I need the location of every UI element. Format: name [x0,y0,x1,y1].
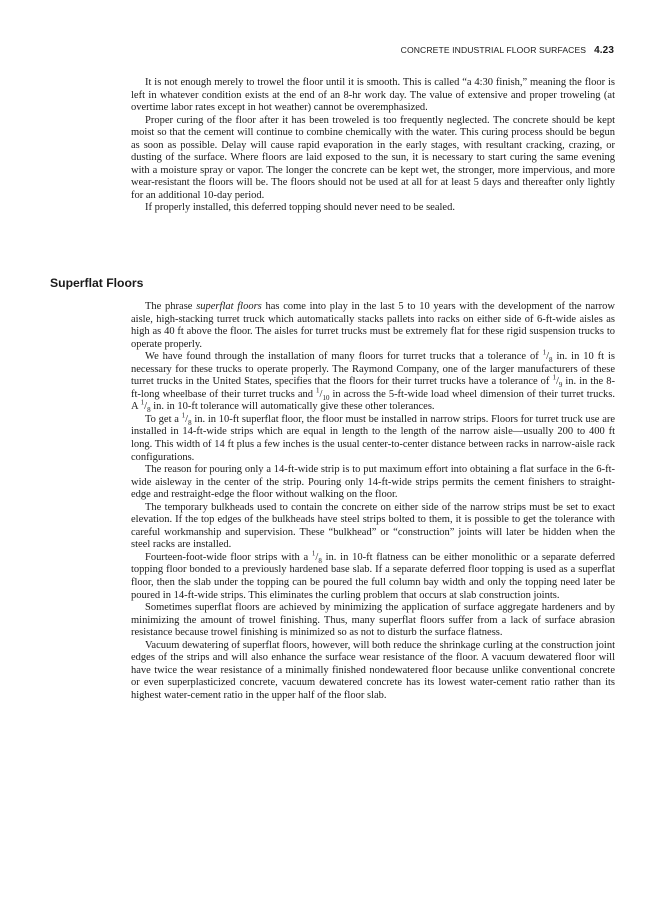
text-run: in. in the 8-ft-long wheelbase of their turret trucks and [131,376,615,400]
section-heading: Superflat Floors [50,276,144,290]
text-run: in. in 10 ft is necessary for these trucks to operate properly. The Raymond Company, one of the larger manufacturers of these turret trucks in the United States, specifies that the floors for their turret trucks have a tolerance of [131,351,615,388]
fraction: $^1/_{10}$ [316,386,330,402]
paragraph [131,301,615,351]
fraction: $^1/_8$ [140,398,151,415]
paragraph: If properly installed, this deferred topping should never need to be sealed. [145,202,455,214]
paragraph: Sometimes superflat floors are achieved by minimizing the application of surface aggregate hardeners and by minimizing the amount of trowel finishing. Thus, many superflat floors suffer from a lack of surface abrasion resistance because trowel finishing is minimized so as not to disturb the surface flatness. [131,602,615,639]
paragraph: The temporary bulkheads used to contain the concrete on either side of the narrow strips must be set to exact elevation. If the top edges of the bulkheads have steel strips bolted to them, it is possible to get the tolerance with careful workmanship and supervision. These “bulkhead” or “construction” joints will later be hidden when the steel racks are installed. [131,501,615,551]
text-run: in across the 5-ft-wide load wheel dimension of their turret trucks. A [131,388,615,413]
text-run: in. in 10-ft superflat floor, the floor must be installed in narrow strips. Floors for turret truck use are installed in 14-ft-wide strips which are equal in length to the length of the narrow aisle—usually 200 to 400 ft long. This width of 14 ft plus a few inches is the usual center-to-center distance between racks in narrow-aisle rack configurations. [131,413,616,463]
text-run: in. in 10-ft flatness can be either monolithic or a separate deferred topping floor bonded to a previously hardened base slab. If a separate deferred floor topping is used as a superflat floor, then the slab under the topping can be poured the full column bay width and only the topping need later be poured in 14-ft-wide strips. This eliminates the curling problem that occurs at slab construction joints. [131,551,616,601]
section-body [131,301,615,703]
fraction: $^1/_9$ [552,373,563,390]
paragraph: Proper curing of the floor after it has been troweled is too frequently neglected. The concrete should be kept moist so that the cement will continue to combine chemically with the water. This curing process should be begun as soon as possible. Delay will cause rapid evaporation in the early stages, with resultant cracking, crazing, or dusting of the surface. Where floors are laid exposed to the sun, it is necessary to start curing the same evening with a moisture spray or vapor. The longer the concrete can be kept wet, the stronger, more impervious, and more wear-resistant the floors will be. The floors should not be used at all for at least 5 days and thereafter only lightly for an additional 10-day period. [131,114,615,201]
text-run: The phrase [145,301,197,312]
paragraph: Vacuum dewatering of superflat floors, however, will both reduce the shrinkage curling at the construction joint edges of the strips and will also enhance the surface wear resistance of the floor. A vacuum dewatered floor will have twice the wear resistance of a minimally finished nondewatered floor because unlike conventional concrete or even superplasticized concrete, vacuum dewatered concrete has its lowest water-cement ratio rather than its highest water-cement ratio in the upper half of the floor slab. [131,639,615,701]
text-run: We have found through the installation of many floors for turret trucks that a tolerance of [145,351,543,363]
paragraph: The reason for pouring only a 14-ft-wide strip is to put maximum effort into obtaining a flat surface in the 6-ft-wide aisleway in the center of the strip. Pouring only 14-ft-wide strips permits the cement finishers to straight-edge and restraight-edge the floor without walking on the floor. [131,464,615,501]
intro-text [131,77,615,215]
running-header [401,45,614,56]
text-run: To get a [145,413,182,425]
paragraph [131,549,616,602]
fraction: $^1/_8$ [311,549,322,566]
text-run: has come into play in the last 5 to 10 years with the development of the narrow aisle, high-stacking turret truck which automatically stacks pallets into racks on either side of 6-ft-wide aisles as high as 40 ft above the floor. The aisles for turret trucks must be extremely flat for these rigid suspension trucks to operate properly. [131,301,615,350]
paragraph [131,411,616,464]
emphasized-term: superflat floors [196,301,262,312]
text-run: in. in 10-ft tolerance will automatically give these other tolerances. [150,401,435,413]
page-number: 4.23 [594,45,614,56]
paragraph [131,348,615,415]
fraction: $^1/_8$ [181,411,192,428]
text-run: Fourteen-foot-wide floor strips with a [145,551,312,563]
fraction: $^1/_8$ [542,348,553,365]
paragraph: It is not enough merely to trowel the floor until it is smooth. This is called “a 4:30 finish,” meaning the floor is left in whatever condition exists at the end of an 8-hr work day. The value of extensive and proper troweling (at overtime labor rates except in hot weather) cannot be overemphasized. [131,77,615,114]
running-title: CONCRETE INDUSTRIAL FLOOR SURFACES [400,45,587,55]
